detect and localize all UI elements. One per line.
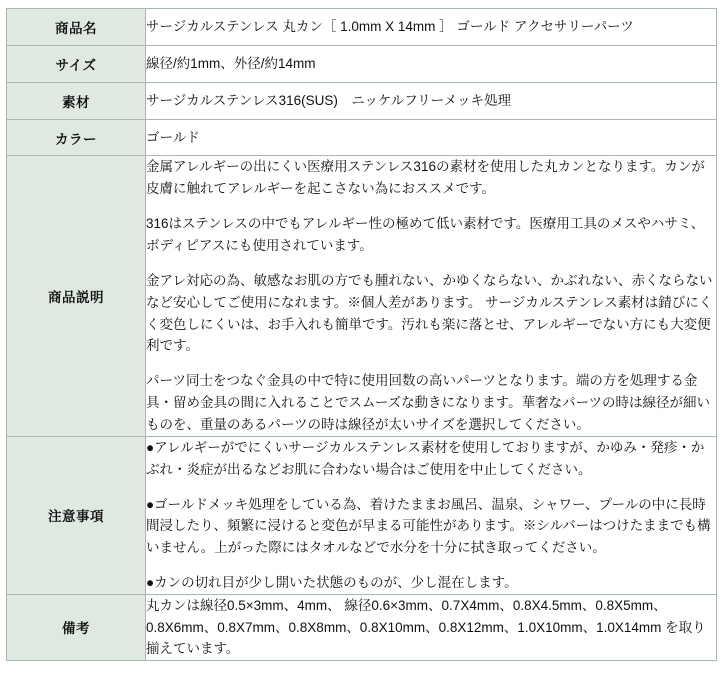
table-row: [7, 436, 717, 594]
remarks-paragraph: 丸カンは線径0.5×3mm、4mm、 線径0.6×3mm、0.7X4mm、0.8X4.5mm、0.8X5mm、0.8X6mm、0.8X7mm、0.8X8mm、0.8X10mm、0.8X12mm、1.0X10mm、1.0X14mm を取り揃えています。: [146, 598, 706, 657]
row-label-size: サイズ: [7, 45, 146, 82]
table-row: [7, 82, 717, 119]
table-row: [7, 156, 717, 436]
table-row: [7, 119, 717, 156]
note-bullet: ●カンの切れ目が少し開いた状態のものが、少し混在します。: [146, 575, 518, 591]
row-value-remarks: [146, 595, 717, 661]
row-value-color: ゴールド: [146, 119, 717, 156]
description-paragraph: 金属アレルギーの出にくい医療用ステンレス316の素材を使用した丸カンとなります。カンが皮膚に触れてアレルギーを起こさない為におススメです。: [146, 159, 705, 197]
row-value-size: 線径/約1mm、外径/約14mm: [146, 45, 717, 82]
description-paragraph: パーツ同士をつなぐ金具の中で特に使用回数の高いパーツとなります。端の方を処理する金具・留め金具の間に入れることでスムーズな動きになります。華奢なパーツの時は線径が細いものを、重量のあるパーツの時は線径が太いサイズを選択してください。: [146, 373, 711, 433]
note-bullet: ●ゴールドメッキ処理をしている為、着けたままお風呂、温泉、シャワー、プールの中に長時間浸したり、頻繁に浸けると変色が早まる可能性があります。※シルバーはつけたままでも構いません。上がった際にはタオルなどで水分を十分に拭き取ってください。: [146, 496, 711, 556]
description-paragraph: 316はステンレスの中でもアレルギー性の極めて低い素材です。医療用工具のメスやハサミ、ボディピアスにも使用されています。: [146, 216, 705, 254]
row-label-notes: 注意事項: [7, 436, 146, 594]
note-bullet: ●アレルギーがでにくいサージカルステンレス素材を使用しておりますが、かゆみ・発疹・かぶれ・炎症が出るなどお肌に合わない場合はご使用を中止してください。: [146, 439, 705, 477]
row-value-notes: [146, 436, 717, 594]
row-value-product-name: サージカルステンレス 丸カン［ 1.0mm X 14mm ］ ゴールド アクセサリーパーツ: [146, 9, 717, 46]
table-row: [7, 595, 717, 661]
row-label-description: 商品説明: [7, 156, 146, 436]
row-label-product-name: 商品名: [7, 9, 146, 46]
row-label-remarks: 備考: [7, 595, 146, 661]
product-spec-table: [6, 8, 717, 661]
table-row: [7, 45, 717, 82]
row-label-material: 素材: [7, 82, 146, 119]
table-row: [7, 9, 717, 46]
row-value-description: [146, 156, 717, 436]
row-label-color: カラー: [7, 119, 146, 156]
description-paragraph: 金アレ対応の為、敏感なお肌の方でも腫れない、かゆくならない、かぶれない、赤くならないなど安心してご使用になれます。※個人差があります。 サージカルステンレス素材は錆びにくく変色しにくいは、お手入れも簡単です。汚れも楽に落とせ、アレルギーでない方にも大変便利です。: [146, 272, 713, 354]
row-value-material: サージカルステンレス316(SUS) ニッケルフリーメッキ処理: [146, 82, 717, 119]
